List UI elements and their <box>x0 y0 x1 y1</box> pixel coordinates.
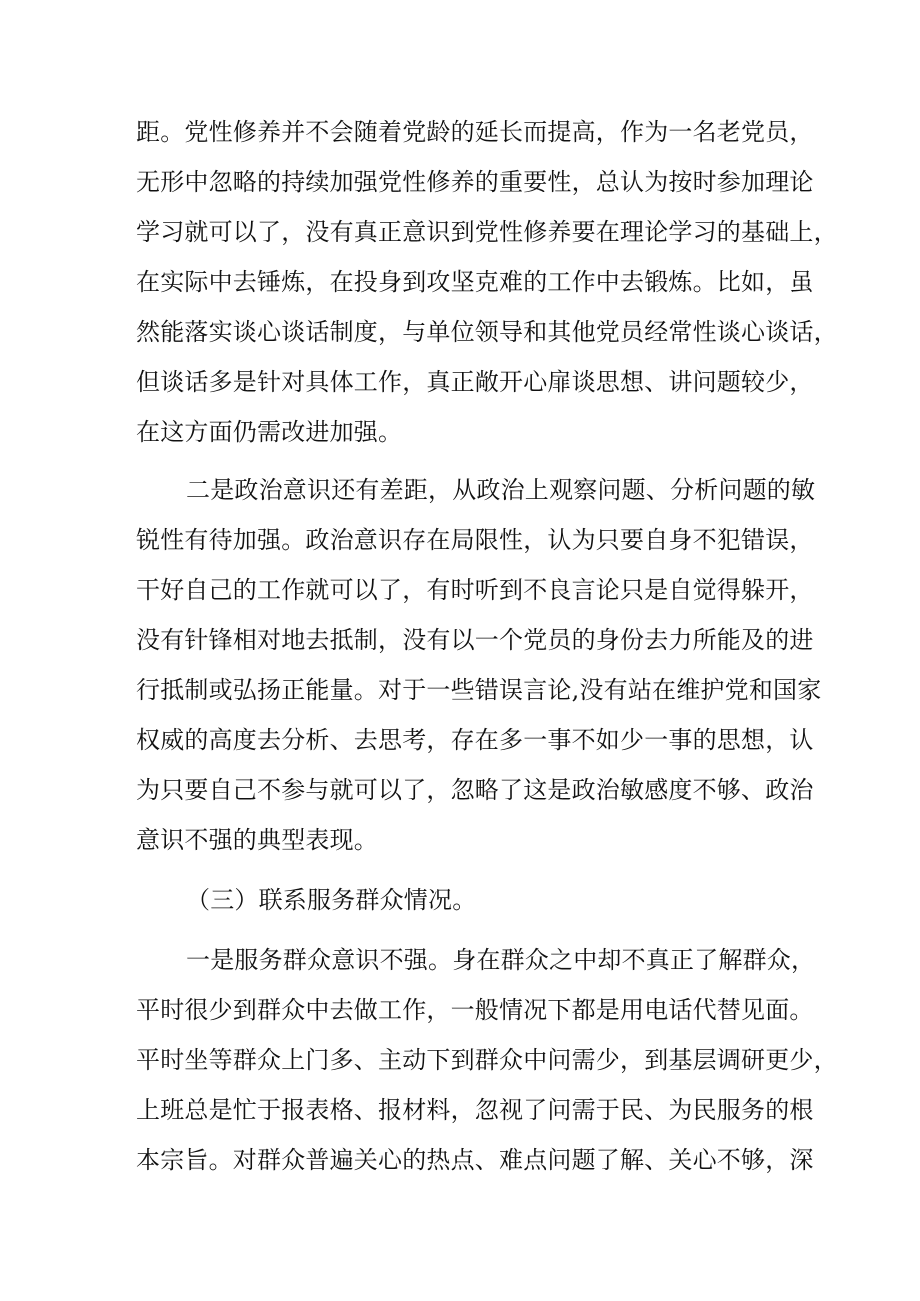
text-line: 上班总是忙于报表格、报材料，忽视了问需于民、为民服务的根 <box>136 1096 814 1124</box>
text-line: 行抵制或弘扬正能量。对于一些错误言论,没有站在维护党和国家 <box>136 676 822 704</box>
text-line: 一是服务群众意识不强。身在群众之中却不真正了解群众， <box>186 946 816 974</box>
text-line: 但谈话多是针对具体工作，真正敞开心扉谈思想、讲问题较少， <box>136 368 814 396</box>
text-line: 无形中忽略的持续加强党性修养的重要性，总认为按时参加理论 <box>136 168 814 196</box>
text-line: 为只要自己不参与就可以了，忽略了这是政治敏感度不够、政治 <box>136 776 814 804</box>
text-line: 平时很少到群众中去做工作，一般情况下都是用电话代替见面。 <box>136 996 814 1024</box>
text-line: 意识不强的典型表现。 <box>136 826 378 854</box>
text-line: 没有针锋相对地去抵制，没有以一个党员的身份去力所能及的进 <box>136 626 814 654</box>
text-line: 本宗旨。对群众普遍关心的热点、难点问题了解、关心不够，深 <box>136 1146 814 1174</box>
text-line: 锐性有待加强。政治意识存在局限性，认为只要自身不犯错误， <box>136 526 814 554</box>
text-line: 在这方面仍需改进加强。 <box>136 418 403 446</box>
text-line: 然能落实谈心谈话制度，与单位领导和其他党员经常性谈心谈话， <box>136 318 838 346</box>
text-line: 学习就可以了，没有真正意识到党性修养要在理论学习的基础上， <box>136 218 838 246</box>
text-line: 在实际中去锤炼，在投身到攻坚克难的工作中去锻炼。比如，虽 <box>136 268 814 296</box>
text-line: 权威的高度去分析、去思考，存在多一事不如少一事的思想，认 <box>136 726 814 754</box>
text-line: 距。党性修养并不会随着党龄的延长而提高，作为一名老党员， <box>136 118 814 146</box>
section-heading: （三）联系服务群众情况。 <box>186 886 477 914</box>
text-line: 平时坐等群众上门多、主动下到群众中问需少，到基层调研更少， <box>136 1046 838 1074</box>
text-line: 二是政治意识还有差距，从政治上观察问题、分析问题的敏 <box>186 476 816 504</box>
text-line: 干好自己的工作就可以了，有时听到不良言论只是自觉得躲开， <box>136 576 814 604</box>
